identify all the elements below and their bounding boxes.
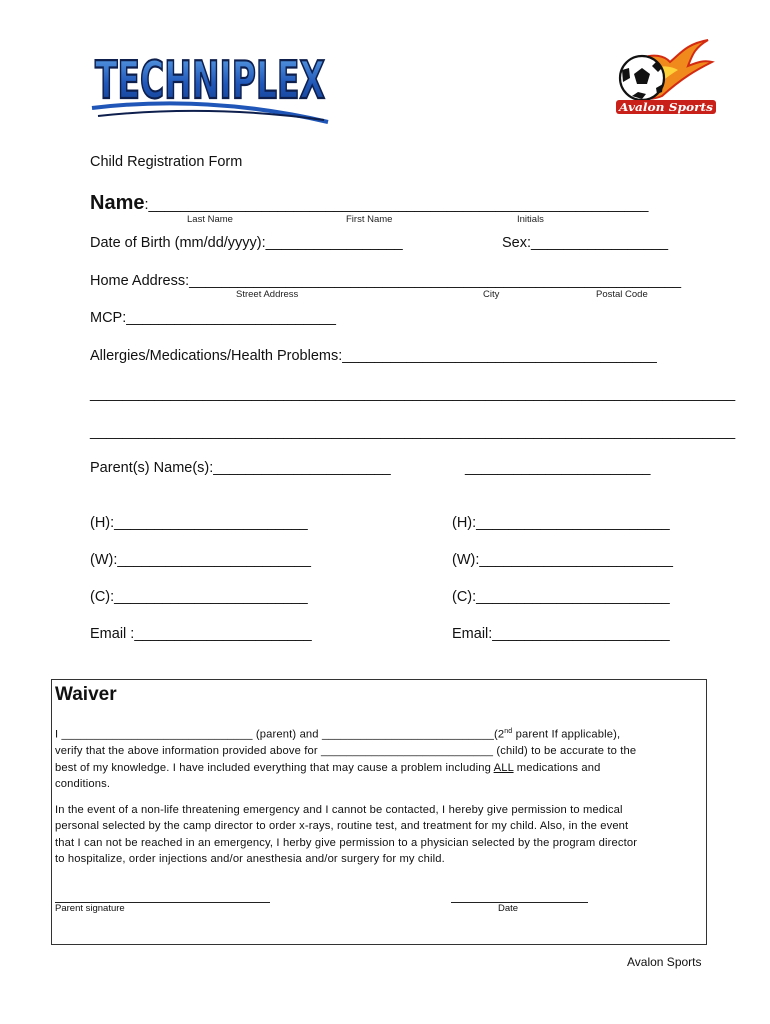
waiver-p2-line-4: to hospitalize, order injections and/or anesthesia and/or surgery for my child.: [55, 853, 445, 866]
waiver-p2-line-3: that I can not be reached in an emergency, I herby give permission to a physician selected by the program director: [55, 836, 638, 849]
waiver-line-4: conditions.: [55, 777, 111, 790]
mcp-field[interactable]: MCP:__________________________: [90, 310, 336, 326]
email-field[interactable]: Email :______________________: [90, 626, 312, 642]
form-title: Child Registration Form: [90, 154, 243, 170]
email-field-2[interactable]: Email:______________________: [452, 626, 670, 642]
avalon-sports-logo: [608, 38, 723, 118]
date-of-birth-field[interactable]: Date of Birth (mm/dd/yyyy):_________________: [90, 235, 403, 251]
date-signature-line[interactable]: [451, 902, 588, 903]
initials-caption: Initials: [517, 214, 544, 225]
footer-text: Avalon Sports: [627, 955, 702, 969]
street-address-caption: Street Address: [236, 289, 299, 300]
last-name-caption: Last Name: [187, 214, 233, 225]
postal-code-caption: Postal Code: [596, 289, 648, 300]
work-phone-field-2[interactable]: (W):________________________: [452, 552, 673, 568]
waiver-line-1[interactable]: I ______________________________ (parent) and ___________________________(2nd parent If applicable),: [55, 728, 621, 741]
waiver-line-2[interactable]: verify that the above information provided above for ___________________________ (child) to be accurate to the: [55, 745, 637, 758]
allergies-line-3[interactable]: ________________________________________________________________________________: [90, 424, 736, 440]
second-parent-name-field[interactable]: _______________________: [465, 460, 651, 476]
name-label: Name: [90, 192, 145, 214]
date-label: Date: [498, 903, 519, 914]
name-field[interactable]: :______________________________________________________________: [144, 197, 649, 213]
home-phone-field-2[interactable]: (H):________________________: [452, 515, 670, 531]
waiver-paragraph-1: [55, 724, 636, 792]
sex-field[interactable]: Sex:_________________: [502, 235, 669, 251]
waiver-box: [51, 679, 707, 945]
home-address-field[interactable]: Home Address:_____________________________________________________________: [90, 273, 682, 289]
parent-signature-label: Parent signature: [55, 903, 125, 914]
first-name-caption: First Name: [346, 214, 393, 225]
parents-name-field[interactable]: Parent(s) Name(s):______________________: [90, 460, 391, 476]
city-caption: City: [483, 289, 500, 300]
waiver-line-3: best of my knowledge. I have included everything that may cause a problem including ALL medications and: [55, 761, 601, 774]
cell-phone-field-2[interactable]: (C):________________________: [452, 589, 670, 605]
allergies-field[interactable]: Allergies/Medications/Health Problems:_______________________________________: [90, 348, 657, 364]
waiver-paragraph-2: [55, 802, 637, 868]
waiver-p2-line-2: personal selected by the camp director to order x-rays, routine test, and treatment for my child. Also, in the event: [55, 820, 629, 833]
allergies-line-2[interactable]: ________________________________________________________________________________: [90, 386, 736, 402]
techniplex-logo-text: TECHNIPLEX: [95, 51, 325, 111]
techniplex-logo: [88, 40, 333, 122]
waiver-title: Waiver: [55, 684, 117, 705]
home-phone-field[interactable]: (H):________________________: [90, 515, 308, 531]
waiver-p2-line-1: In the event of a non-life threatening emergency and I cannot be contacted, I hereby give permission to medical: [55, 804, 623, 816]
cell-phone-field[interactable]: (C):________________________: [90, 589, 308, 605]
soccer-ball-icon: [620, 56, 664, 100]
work-phone-field[interactable]: (W):________________________: [90, 552, 311, 568]
name-row: [90, 192, 649, 215]
avalon-sports-logo-text: Avalon Sports: [617, 101, 713, 114]
